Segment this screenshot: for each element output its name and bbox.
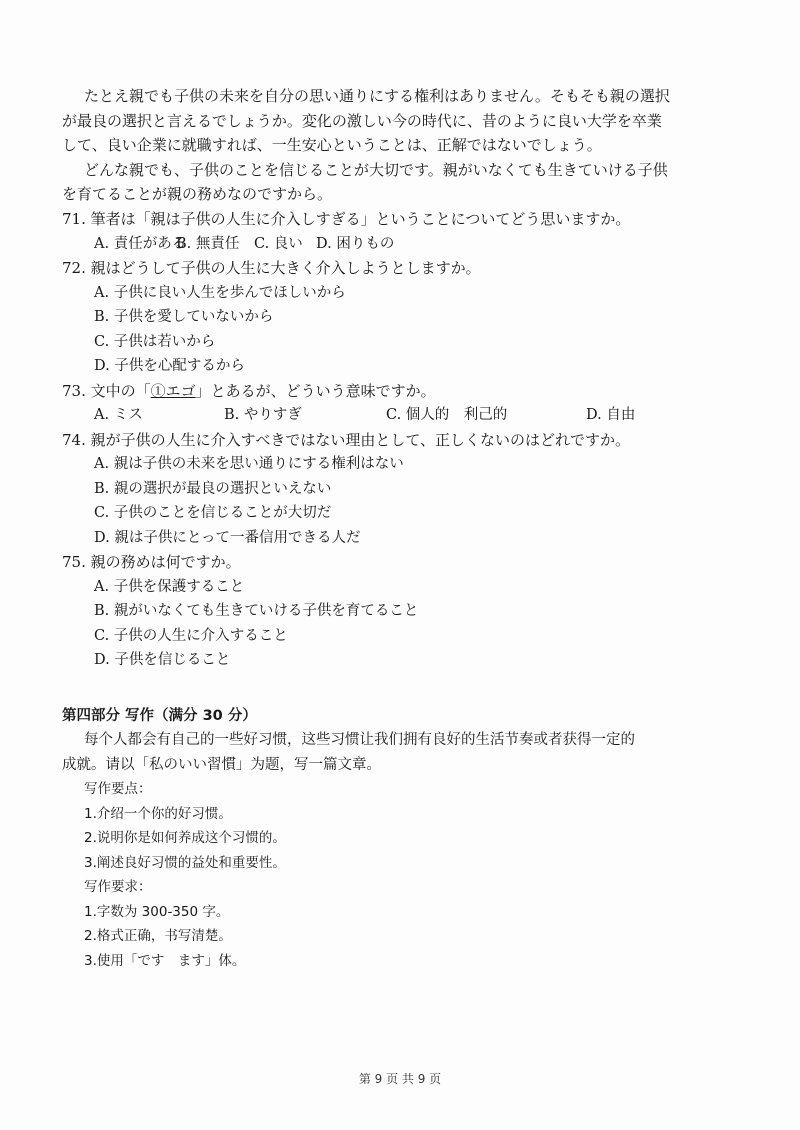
question-text: 75. 親の務めは何ですか。 bbox=[62, 553, 241, 571]
question-74 bbox=[62, 428, 742, 551]
question-list bbox=[62, 207, 742, 673]
question-75 bbox=[62, 550, 742, 673]
option-d: D. 子供を信じること bbox=[94, 652, 231, 668]
option-b: B. 親の選択が最良の選択といえない bbox=[94, 480, 332, 497]
option-c: C. 子供のことを信じることが大切だ bbox=[94, 505, 332, 521]
point-item: 3.阐述良好习惯的益处和重要性。 bbox=[84, 854, 286, 871]
options-row bbox=[62, 403, 742, 428]
option-b: B. やりすぎ bbox=[224, 407, 302, 423]
question-text: 71. 筆者は「親は子供の人生に介入しすぎる」ということについてどう思いますか。 bbox=[62, 210, 631, 228]
question-text: 73. 文中の「①エゴ」とあるが、どういう意味ですか。 bbox=[62, 381, 436, 400]
requirement-item: 1.字数为 300-350 字。 bbox=[84, 903, 230, 920]
question-72 bbox=[62, 256, 742, 379]
point-item: 1.介绍一个你的好习惯。 bbox=[84, 805, 232, 822]
option-a: A. 責任がある bbox=[94, 235, 187, 252]
option-d: D. 親は子供にとって一番信用できる人だ bbox=[94, 529, 361, 546]
option-a: A. 子供を保護すること bbox=[94, 578, 245, 595]
passage-line: して、良い企業に就職すれば、一生安心ということは、正解ではないでしょう。 bbox=[62, 136, 602, 154]
question-text: 74. 親が子供の人生に介入すべきではない理由として、正しくないのはどれですか。 bbox=[62, 430, 631, 449]
point-item: 2.说明你是如何养成这个习惯的。 bbox=[84, 830, 286, 846]
option-c: C. 個人的 利己的 bbox=[386, 407, 508, 423]
options-row bbox=[62, 232, 742, 257]
points-label: 写作要点： bbox=[84, 781, 152, 797]
circled-marker: ① bbox=[150, 381, 166, 400]
question-71 bbox=[62, 207, 742, 256]
option-d: D. 自由 bbox=[586, 407, 636, 423]
requirement-item: 2.格式正确，书写清楚。 bbox=[84, 928, 232, 944]
passage-line: が最良の選択と言えるでしょうか。変化の激しい今の時代に、昔のように良い大学を卒業 bbox=[62, 111, 662, 130]
option-c: C. 子供の人生に介入すること bbox=[94, 627, 288, 644]
page-number: 第 9 页 共 9 页 bbox=[358, 1072, 442, 1086]
option-d: D. 子供を心配するから bbox=[94, 358, 245, 374]
option-b: B. 無責任 bbox=[176, 235, 240, 252]
question-text: 72. 親はどうして子供の人生に大きく介入しようとしますか。 bbox=[62, 259, 481, 277]
option-b: B. 子供を愛していないから bbox=[94, 309, 274, 325]
requirements-label: 写作要求： bbox=[84, 879, 152, 895]
reading-passage bbox=[62, 84, 742, 207]
underlined-term: ①エゴ bbox=[150, 381, 196, 400]
question-73 bbox=[62, 379, 742, 428]
option-c: C. 良い bbox=[254, 235, 303, 252]
option-c: C. 子供は若いから bbox=[94, 333, 216, 350]
option-a: A. 子供に良い人生を歩んでほしいから bbox=[94, 284, 346, 301]
option-b: B. 親がいなくても生きていける子供を育てること bbox=[94, 603, 419, 619]
option-a: A. 親は子供の未来を思い通りにする権利はない bbox=[94, 456, 404, 472]
passage-line: を育てることが親の務めなのですから。 bbox=[62, 185, 333, 203]
section-title: 第四部分 写作（满分 30 分） bbox=[62, 708, 257, 724]
writing-section bbox=[62, 704, 742, 973]
option-a: A. ミス bbox=[94, 407, 143, 423]
passage-line: たとえ親でも子供の未来を自分の思い通りにする権利はありません。そもそも親の選択 bbox=[84, 87, 670, 105]
passage-line: どんな親でも、子供のことを信じることが大切です。親がいなくても生きていける子供 bbox=[84, 160, 668, 179]
option-d: D. 困りもの bbox=[316, 235, 395, 252]
writing-intro: 每个人都会有自己的一些好习惯，这些习惯让我们拥有良好的生活节奏或者获得一定的 bbox=[84, 732, 635, 748]
requirement-item: 3.使用「です ます」体。 bbox=[84, 952, 246, 969]
writing-intro: 成就。请以「私のいい習慣」为题，写一篇文章。 bbox=[62, 756, 381, 773]
